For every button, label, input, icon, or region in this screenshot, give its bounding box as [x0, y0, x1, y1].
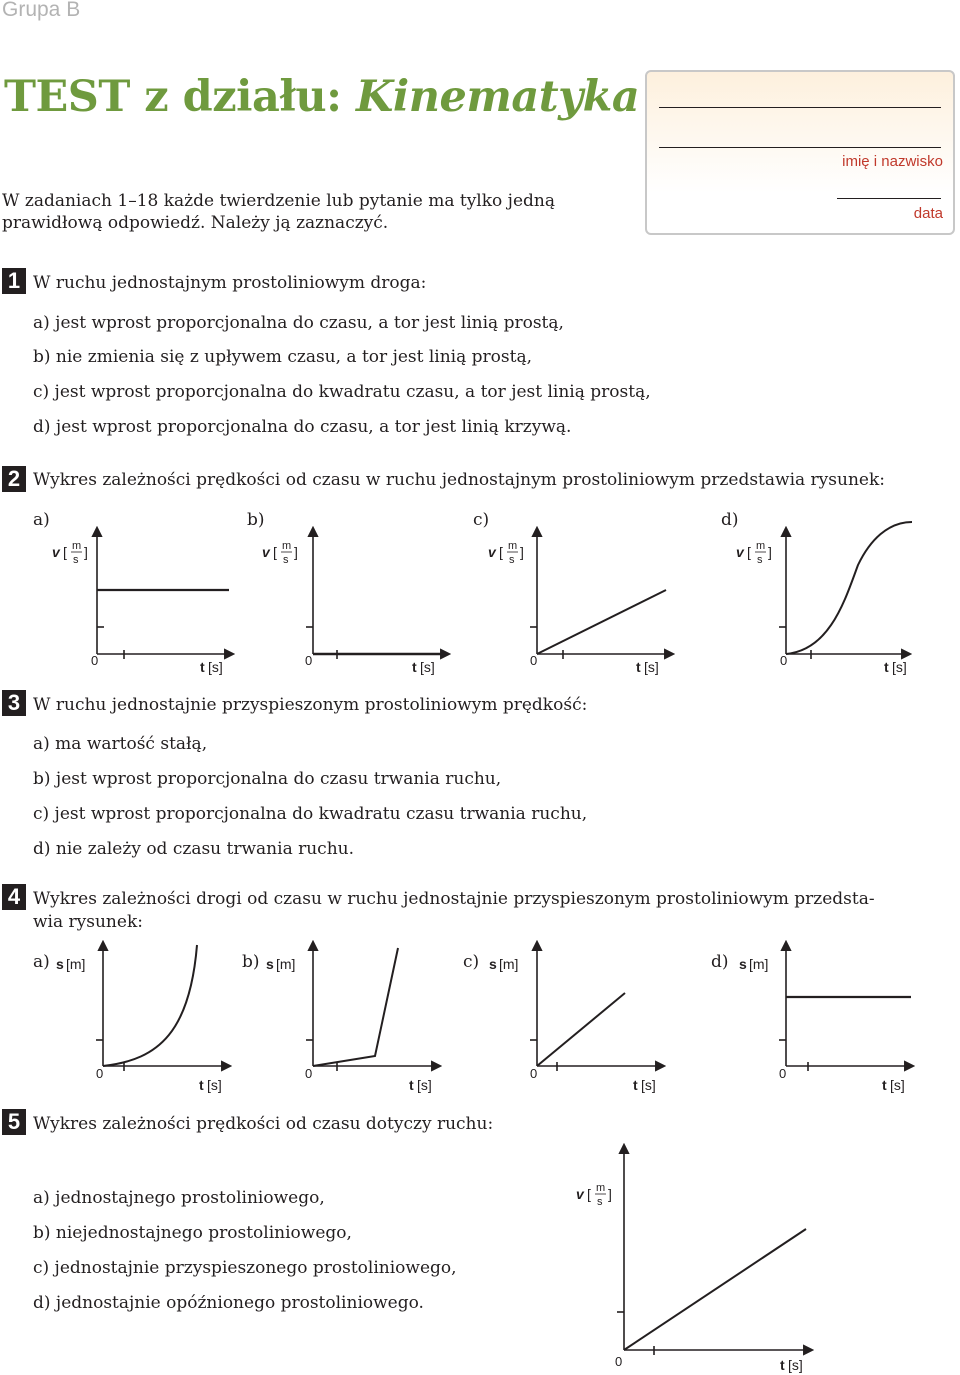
x-label: t: [200, 659, 205, 675]
q4-graph-a[interactable]: [96, 942, 230, 1071]
q2-graph-b[interactable]: [306, 528, 449, 659]
x-unit: [s]: [208, 659, 223, 675]
q3-answer-a[interactable]: a) ma wartość stałą,: [33, 734, 208, 754]
svg-text:m: m: [596, 1182, 606, 1194]
svg-text:[s]: [s]: [417, 1077, 432, 1093]
q4-option-d[interactable]: d): [711, 952, 729, 972]
svg-text:0: 0: [96, 1066, 104, 1081]
svg-text:t: t: [199, 1077, 204, 1093]
q2-graph-a[interactable]: [97, 528, 233, 659]
svg-text:0: 0: [780, 653, 788, 668]
svg-text:[s]: [s]: [207, 1077, 222, 1093]
q4-graph-d[interactable]: [779, 942, 913, 1071]
svg-text:v: v: [488, 544, 496, 560]
svg-text:m: m: [282, 540, 292, 552]
q3-answer-c[interactable]: c) jest wprost proporcjonalna do kwadratu czasu trwania ruchu,: [33, 804, 588, 824]
q5-answer-c[interactable]: c) jednostajnie przyspieszonego prostoliniowego,: [33, 1258, 457, 1278]
svg-text:t: t: [409, 1077, 414, 1093]
svg-text:t: t: [636, 659, 641, 675]
svg-text:s: s: [597, 1196, 603, 1208]
unit-top: m: [72, 540, 82, 552]
q2-graph-d[interactable]: [779, 522, 912, 659]
svg-text:t: t: [882, 1077, 887, 1093]
question-4-text-line2: wia rysunek:: [33, 912, 143, 932]
svg-text:[: [: [587, 1186, 591, 1202]
svg-text:t: t: [412, 659, 417, 675]
svg-text:[s]: [s]: [892, 659, 907, 675]
svg-text:v: v: [736, 544, 744, 560]
svg-text:v: v: [262, 544, 270, 560]
svg-text:[: [: [747, 544, 751, 560]
svg-text:s: s: [489, 956, 497, 972]
title-main: TEST z działu:: [4, 72, 357, 122]
date-label: data: [913, 205, 943, 222]
svg-text:[s]: [s]: [890, 1077, 905, 1093]
question-1-text: W ruchu jednostajnym prostoliniowym droga:: [33, 273, 427, 293]
svg-text:]: ]: [608, 1186, 612, 1202]
q3-answer-b[interactable]: b) jest wprost proporcjonalna do czasu trwania ruchu,: [33, 769, 502, 789]
graph-curve: [786, 522, 912, 654]
svg-text:[m]: [m]: [66, 956, 86, 972]
svg-text:t: t: [780, 1357, 785, 1373]
graph-curve: [103, 945, 197, 1066]
question-3-text: W ruchu jednostajnie przyspieszonym prostoliniowym prędkość:: [33, 695, 588, 715]
title-italic: Kinematyka: [356, 72, 640, 122]
q4-option-a[interactable]: a): [33, 952, 50, 972]
instructions: W zadaniach 1–18 każde twierdzenie lub pytanie ma tylko jedną prawidłową odpowiedź. Należy ją zaznaczyć.: [2, 191, 555, 233]
svg-text:s: s: [739, 956, 747, 972]
q2-option-a[interactable]: a): [33, 510, 50, 530]
q5-graph: [617, 1145, 812, 1355]
svg-text:0: 0: [615, 1354, 623, 1369]
bracket-open: [: [63, 544, 67, 560]
q5-labels: [576, 1182, 803, 1373]
svg-text:[m]: [m]: [749, 956, 769, 972]
svg-text:]: ]: [294, 544, 298, 560]
graph-line: [537, 590, 666, 654]
graph-line: [537, 993, 625, 1066]
svg-text:s: s: [266, 956, 274, 972]
q1-answer-d[interactable]: d) jest wprost proporcjonalna do czasu, a tor jest linią krzywą.: [33, 417, 572, 437]
graph-line: [313, 948, 398, 1066]
q2-option-b[interactable]: b): [247, 510, 265, 530]
q1-answer-b[interactable]: b) nie zmienia się z upływem czasu, a tor jest linią prostą,: [33, 347, 532, 367]
svg-text:[m]: [m]: [499, 956, 519, 972]
svg-text:t: t: [633, 1077, 638, 1093]
svg-text:[: [: [273, 544, 277, 560]
name-label: imię i nazwisko: [842, 153, 943, 170]
q4-graph-c[interactable]: [530, 942, 664, 1071]
q4-option-c[interactable]: c): [463, 952, 480, 972]
svg-text:[s]: [s]: [644, 659, 659, 675]
svg-text:s: s: [757, 554, 763, 566]
question-number-1: 1: [2, 268, 26, 294]
y-label: v: [52, 544, 60, 560]
graph-line: [624, 1229, 806, 1350]
svg-text:0: 0: [305, 653, 313, 668]
svg-text:0: 0: [530, 1066, 538, 1081]
svg-text:[s]: [s]: [788, 1357, 803, 1373]
unit-bottom: s: [73, 554, 79, 566]
q1-answer-c[interactable]: c) jest wprost proporcjonalna do kwadratu czasu, a tor jest linią prostą,: [33, 382, 651, 402]
group-label: Grupa B: [2, 0, 81, 21]
svg-text:s: s: [56, 956, 64, 972]
svg-text:s: s: [283, 554, 289, 566]
q2-graph-c[interactable]: [530, 528, 673, 659]
svg-text:]: ]: [768, 544, 772, 560]
svg-text:t: t: [884, 659, 889, 675]
q5-answer-d[interactable]: d) jednostajnie opóźnionego prostoliniowego.: [33, 1293, 424, 1313]
svg-text:m: m: [756, 540, 766, 552]
q2-option-d[interactable]: d): [721, 510, 739, 530]
question-number-3: 3: [2, 690, 26, 716]
svg-text:v: v: [576, 1186, 584, 1202]
question-number-2: 2: [2, 466, 26, 492]
question-number-5: 5: [2, 1109, 26, 1135]
question-4-text-line1: Wykres zależności drogi od czasu w ruchu jednostajnie przyspieszonym prostoliniowym przedsta-: [33, 889, 875, 909]
q3-answer-d[interactable]: d) nie zależy od czasu trwania ruchu.: [33, 839, 354, 859]
q5-answer-b[interactable]: b) niejednostajnego prostoliniowego,: [33, 1223, 352, 1243]
svg-text:[m]: [m]: [276, 956, 296, 972]
bracket-close: ]: [84, 544, 88, 560]
q4-labels: [56, 956, 905, 1093]
svg-text:0: 0: [305, 1066, 313, 1081]
svg-text:0: 0: [530, 653, 538, 668]
question-number-4: 4: [2, 884, 26, 910]
svg-text:]: ]: [520, 544, 524, 560]
q1-answer-a[interactable]: a) jest wprost proporcjonalna do czasu, a tor jest linią prostą,: [33, 313, 564, 333]
svg-text:[s]: [s]: [420, 659, 435, 675]
svg-text:[s]: [s]: [641, 1077, 656, 1093]
q4-option-b[interactable]: b): [242, 952, 260, 972]
q4-graph-b[interactable]: [306, 942, 440, 1071]
q2-option-c[interactable]: c): [473, 510, 490, 530]
question-5-text: Wykres zależności prędkości od czasu dotyczy ruchu:: [33, 1114, 494, 1134]
origin-label: 0: [91, 653, 99, 668]
svg-text:m: m: [508, 540, 518, 552]
svg-text:0: 0: [779, 1066, 787, 1081]
q5-answer-a[interactable]: a) jednostajnego prostoliniowego,: [33, 1188, 325, 1208]
question-2-text: Wykres zależności prędkości od czasu w ruchu jednostajnym prostoliniowym przedstawia rysunek:: [33, 470, 885, 490]
svg-text:[: [: [499, 544, 503, 560]
svg-text:s: s: [509, 554, 515, 566]
